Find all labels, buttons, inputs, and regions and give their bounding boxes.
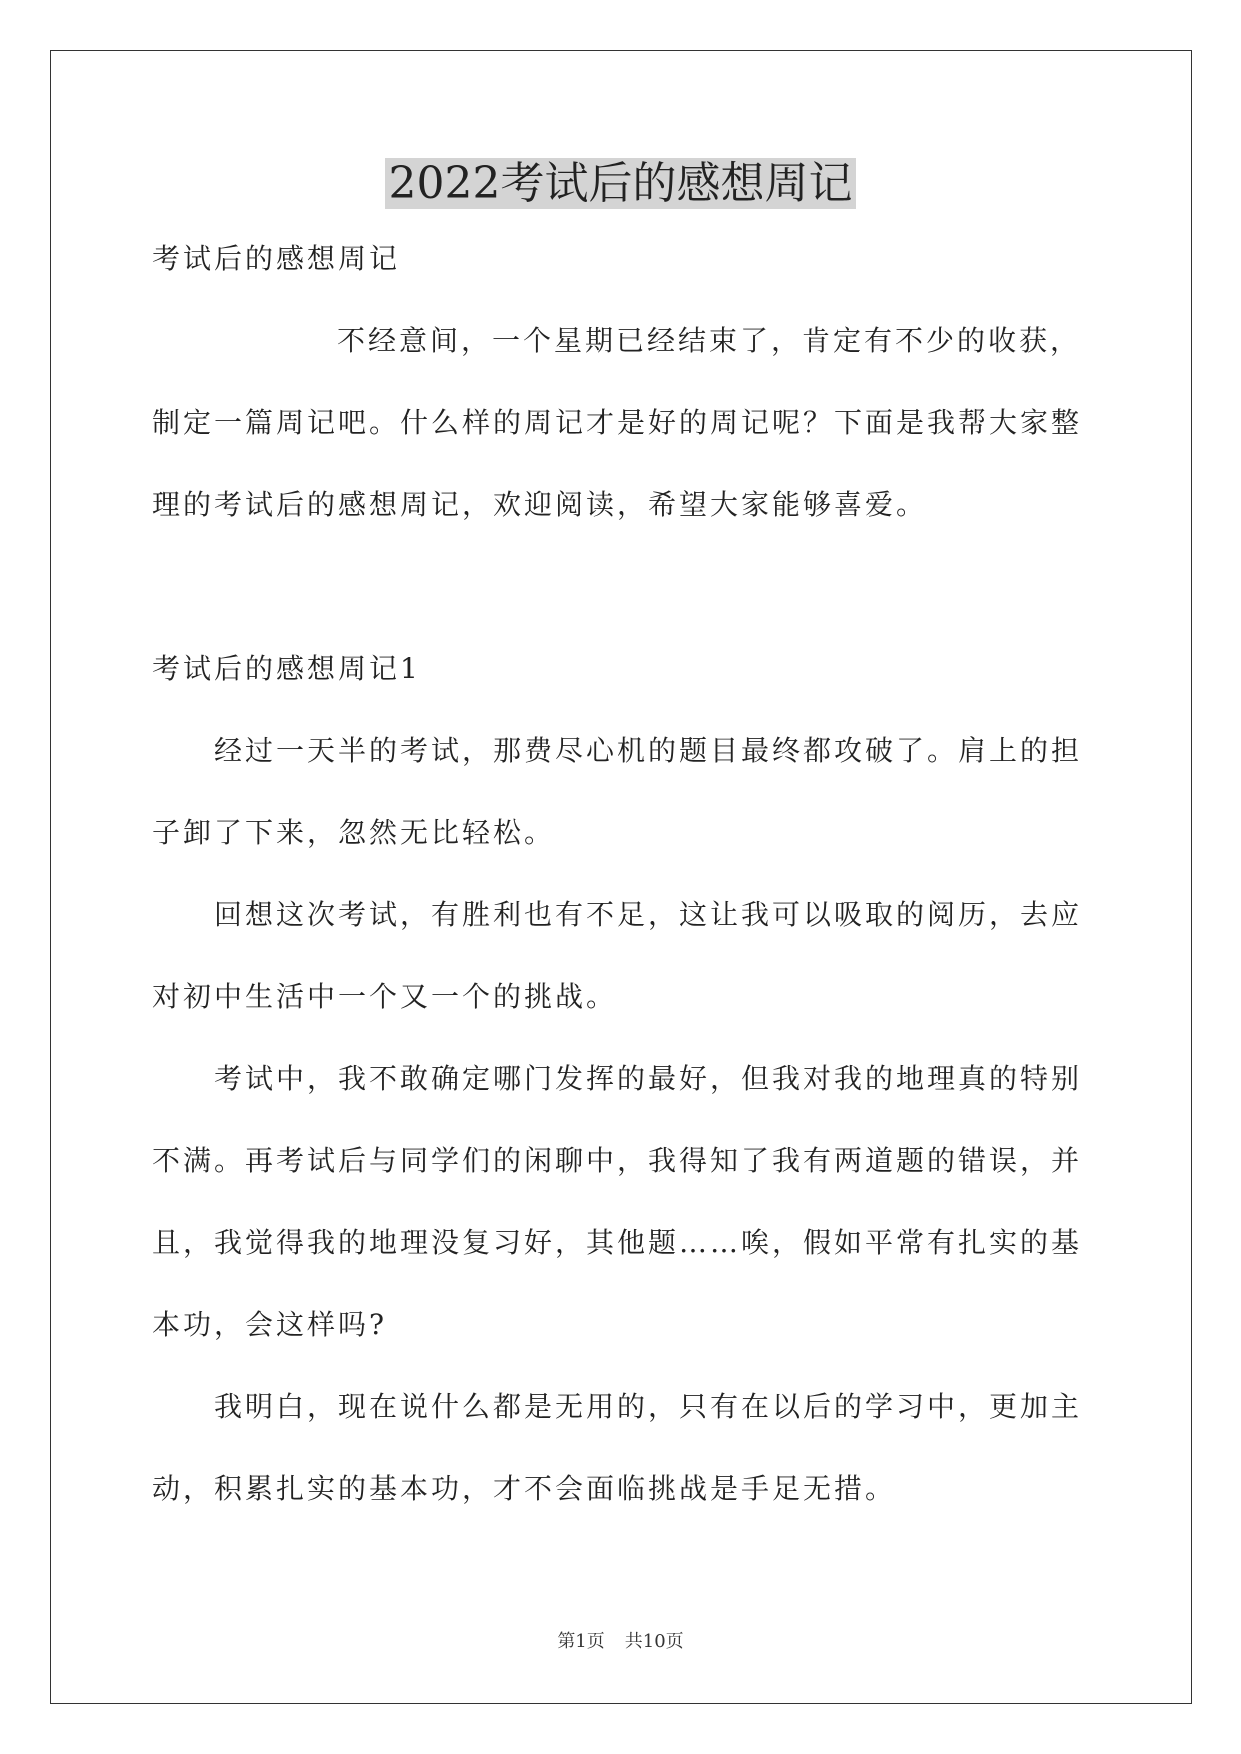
subtitle: 考试后的感想周记 — [152, 242, 401, 275]
paragraph-line: 不满。再考试后与同学们的闲聊中，我得知了我有两道题的错误，并 — [152, 1144, 1083, 1177]
section-heading: 考试后的感想周记1 — [152, 652, 421, 685]
page-number: 第1页 — [557, 1631, 605, 1652]
document-title-text: 2022考试后的感想周记 — [385, 158, 857, 209]
paragraph-line: 回想这次考试，有胜利也有不足，这让我可以吸取的阅历，去应 — [214, 898, 1083, 931]
page-total: 共10页 — [624, 1631, 684, 1652]
paragraph-line: 对初中生活中一个又一个的挑战。 — [152, 980, 618, 1013]
paragraph-line: 不经意间，一个星期已经结束了，肯定有不少的收获， — [337, 324, 1082, 357]
document-title — [0, 155, 1241, 213]
paragraph-line: 动，积累扎实的基本功，才不会面临挑战是手足无措。 — [152, 1472, 897, 1505]
paragraph-line: 本功，会这样吗? — [152, 1308, 388, 1341]
paragraph-line: 考试中，我不敢确定哪门发挥的最好，但我对我的地理真的特别 — [214, 1062, 1083, 1095]
paragraph-line: 理的考试后的感想周记，欢迎阅读，希望大家能够喜爱。 — [152, 488, 928, 521]
paragraph-line: 我明白，现在说什么都是无用的，只有在以后的学习中，更加主 — [214, 1390, 1083, 1423]
paragraph-line: 子卸了下来，忽然无比轻松。 — [152, 816, 556, 849]
paragraph-line: 且，我觉得我的地理没复习好，其他题……唉，假如平常有扎实的基 — [152, 1226, 1083, 1259]
paragraph-line: 经过一天半的考试，那费尽心机的题目最终都攻破了。肩上的担 — [214, 734, 1083, 767]
page-footer — [0, 1630, 1241, 1654]
paragraph-line: 制定一篇周记吧。什么样的周记才是好的周记呢？下面是我帮大家整 — [152, 406, 1083, 439]
